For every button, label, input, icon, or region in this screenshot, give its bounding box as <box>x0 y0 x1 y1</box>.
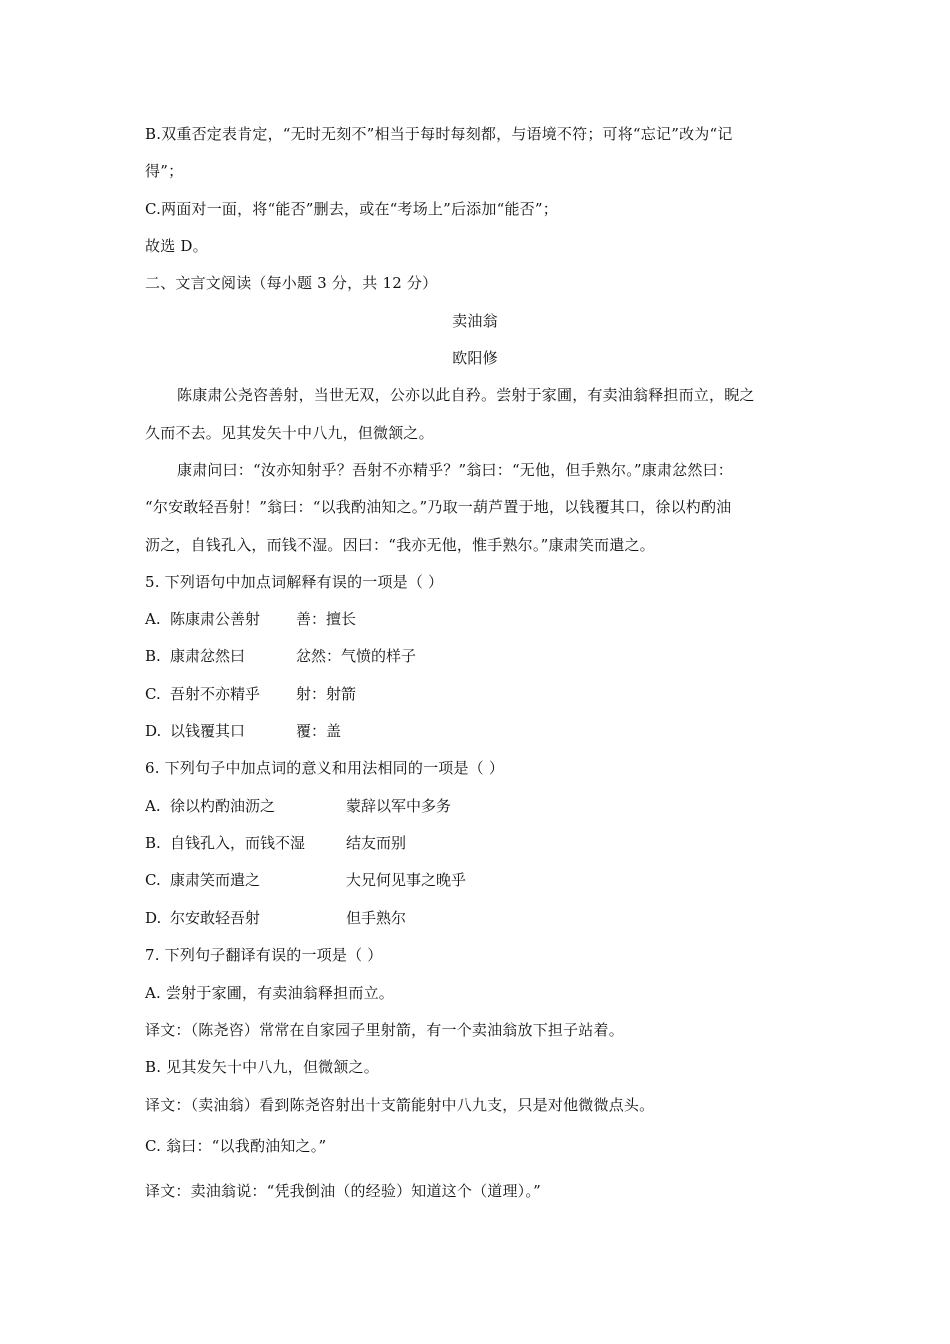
q6-option-a <box>145 796 452 816</box>
option-label: A. <box>145 797 161 815</box>
option-sentence-1: 尔安敢轻吾射 <box>170 909 261 927</box>
option-label: D. <box>145 722 162 740</box>
option-sentence-2: 结友而别 <box>346 834 407 852</box>
option-label: B. <box>145 834 161 852</box>
q6-option-b <box>145 833 407 853</box>
answer-line: 故选 D。 <box>145 237 208 255</box>
option-label: C. <box>145 685 161 703</box>
passage-p2-line2: “尔安敢轻吾射！”翁曰：“以我酌油知之。”乃取一葫芦置于地，以钱覆其口，徐以杓酌油 <box>145 498 732 516</box>
explanation-b-line1: B.双重否定表肯定，“无时无刻不”相当于每时每刻都，与语境不符；可将“忘记”改为“记 <box>145 125 733 143</box>
passage-p1-line1: 陈康肃公尧咨善射，当世无双，公亦以此自矜。尝射于家圃，有卖油翁释担而立，睨之 <box>177 386 755 404</box>
q5-stem: 5. 下列语句中加点词解释有误的一项是（ ） <box>145 573 444 591</box>
section-title: 二、文言文阅读（每小题 3 分，共 12 分） <box>145 274 438 292</box>
option-label: D. <box>145 909 162 927</box>
option-sentence-2: 大兄何见事之晚乎 <box>346 871 467 889</box>
passage-p2-line1: 康肃问曰：“汝亦知射乎？吾射不亦精乎？”翁曰：“无他，但手熟尔。”康肃忿然曰： <box>177 461 733 479</box>
q7-option-b: B. 见其发矢十中八九，但微颔之。 <box>145 1058 379 1076</box>
explanation-c-line: C.两面对一面，将“能否”删去，或在“考场上”后添加“能否”； <box>145 200 558 218</box>
text-title: 卖油翁 <box>452 312 498 330</box>
option-label: A. <box>145 610 161 628</box>
option-sentence-2: 蒙辞以军中多务 <box>346 797 452 815</box>
q7-stem: 7. 下列句子翻译有误的一项是（ ） <box>145 946 383 964</box>
option-sentence: 吾射不亦精乎 <box>170 685 261 703</box>
q7-option-c-translation: 译文：卖油翁说：“凭我倒油（的经验）知道这个（道理）。” <box>145 1182 541 1200</box>
explanation-b-line2: 得”； <box>145 162 184 180</box>
option-sentence-1: 徐以杓酌油沥之 <box>170 797 276 815</box>
option-sentence-1: 康肃笑而遣之 <box>170 871 261 889</box>
q7-option-b-translation: 译文：（卖油翁）看到陈尧咨射出十支箭能射中八九支，只是对他微微点头。 <box>145 1096 655 1114</box>
option-gloss: 忿然：气愤的样子 <box>296 647 417 665</box>
q7-option-a-translation: 译文：（陈尧咨）常常在自家园子里射箭，有一个卖油翁放下担子站着。 <box>145 1021 624 1039</box>
option-sentence: 以钱覆其口 <box>170 722 246 740</box>
option-sentence: 陈康肃公善射 <box>170 610 261 628</box>
passage-p1-line2: 久而不去。见其发矢十中八九，但微颔之。 <box>145 424 434 442</box>
option-label: C. <box>145 871 161 889</box>
text-author: 欧阳修 <box>452 349 498 367</box>
q6-stem: 6. 下列句子中加点词的意义和用法相同的一项是（ ） <box>145 759 505 777</box>
option-sentence-1: 自钱孔入，而钱不湿 <box>170 834 306 852</box>
q5-option-a <box>145 609 357 629</box>
q5-option-c <box>145 684 357 704</box>
q7-option-c: C. 翁曰：“以我酌油知之。” <box>145 1137 327 1155</box>
q7-option-a: A. 尝射于家圃，有卖油翁释担而立。 <box>145 984 394 1002</box>
option-gloss: 覆：盖 <box>296 722 342 740</box>
option-sentence-2: 但手熟尔 <box>346 909 407 927</box>
q6-option-c <box>145 870 467 890</box>
q5-option-d <box>145 721 342 741</box>
option-gloss: 善：擅长 <box>296 610 357 628</box>
option-sentence: 康肃忿然曰 <box>170 647 246 665</box>
option-gloss: 射：射箭 <box>296 685 357 703</box>
q6-option-d <box>145 908 407 928</box>
q5-option-b <box>145 646 417 666</box>
option-label: B. <box>145 647 161 665</box>
passage-p2-line3: 沥之，自钱孔入，而钱不湿。因曰：“我亦无他，惟手熟尔。”康肃笑而遣之。 <box>145 536 655 554</box>
